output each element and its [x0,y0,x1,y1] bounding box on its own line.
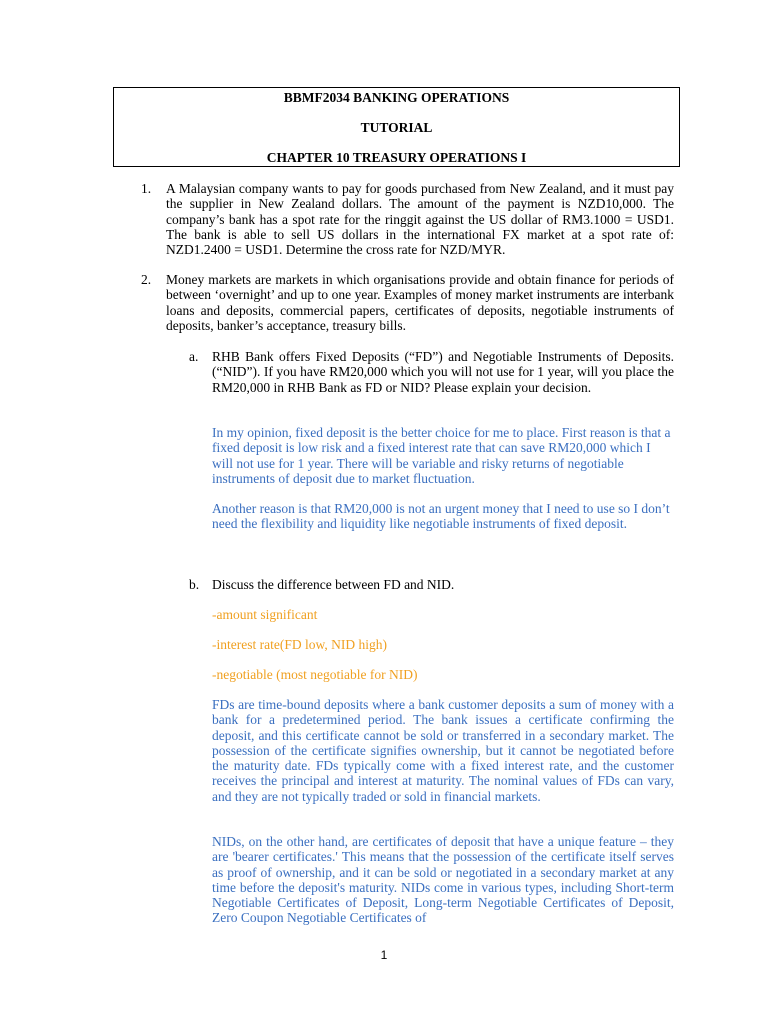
page-number: 1 [380,948,388,962]
question-2b-marker: b. [189,577,200,592]
answer-2a-paragraph-1: In my opinion, fixed deposit is the better choice for me to place. First reason is that a fixed deposit is low risk and a fixed interest rate that can save RM20,000 which I will not use for 1 year. There will be variable and risky returns of negotiable instruments of deposit due to market fluctuation. [212,425,671,486]
title-box [113,87,680,167]
answer-2b-fd-paragraph: FDs are time-bound deposits where a bank customer deposits a sum of money with a bank for a predetermined period. The bank issues a certificate confirming the deposit, and this certificate cannot be sold or transferred in a secondary market. The possession of the certificate signifies ownership, but it cannot be negotiated before the maturity date. FDs typically come with a fixed interest rate, and the customer receives the principal and interest at maturity. The nominal values of FDs can vary, and they are not typically traded or sold in financial markets. [212,697,674,804]
note-interest-rate: -interest rate(FD low, NID high) [212,637,387,652]
question-2a-text: RHB Bank offers Fixed Deposits (“FD”) and Negotiable Instruments of Deposits. (“NID”). If you have RM20,000 which you will not use for 1 year, will you place the RM20,000 in RHB Bank as FD or NID? Please explain your decision. [212,349,674,395]
question-2a-marker: a. [189,349,199,364]
question-1-number: 1. [141,181,152,196]
answer-2a-paragraph-2: Another reason is that RM20,000 is not an urgent money that I need to use so I don’t need the flexibility and liquidity like negotiable instruments of fixed deposit. [212,501,670,532]
note-amount: -amount significant [212,607,318,622]
note-negotiable: -negotiable (most negotiable for NID) [212,667,418,682]
answer-2b-nid-paragraph: NIDs, on the other hand, are certificates of deposit that have a unique feature – they are 'bearer certificates.' This means that the possession of the certificate itself serves as proof of ownership, and it can be sold or negotiated in a secondary market at any time before the deposit's maturity. NIDs come in various types, including Short-term Negotiable Certificates of Deposit, Long-term Negotiable Certificates of Deposit, Zero Coupon Negotiable Certificates of [212,834,674,926]
chapter-heading: CHAPTER 10 TREASURY OPERATIONS I [266,150,527,165]
question-2b-text: Discuss the difference between FD and NID. [212,577,455,592]
question-2-text: Money markets are markets in which organisations provide and obtain finance for periods of between ‘overnight’ and up to one year. Examples of money market instruments are interbank loans and deposits, commercial papers, certificates of deposits, negotiable instruments of deposits, banker’s acceptance, treasury bills. [166,272,674,333]
course-title: BBMF2034 BANKING OPERATIONS [283,90,510,105]
question-1-text: A Malaysian company wants to pay for goods purchased from New Zealand, and it must pay the supplier in New Zealand dollars. The amount of the payment is NZD10,000. The company’s bank has a spot rate for the ringgit against the US dollar of RM3.1000 = USD1. The bank is able to sell US dollars in the international FX market at a spot rate of: NZD1.2400 = USD1. Determine the cross rate for NZD/MYR. [166,181,674,258]
tutorial-heading: TUTORIAL [360,120,433,135]
question-2-number: 2. [141,272,152,287]
